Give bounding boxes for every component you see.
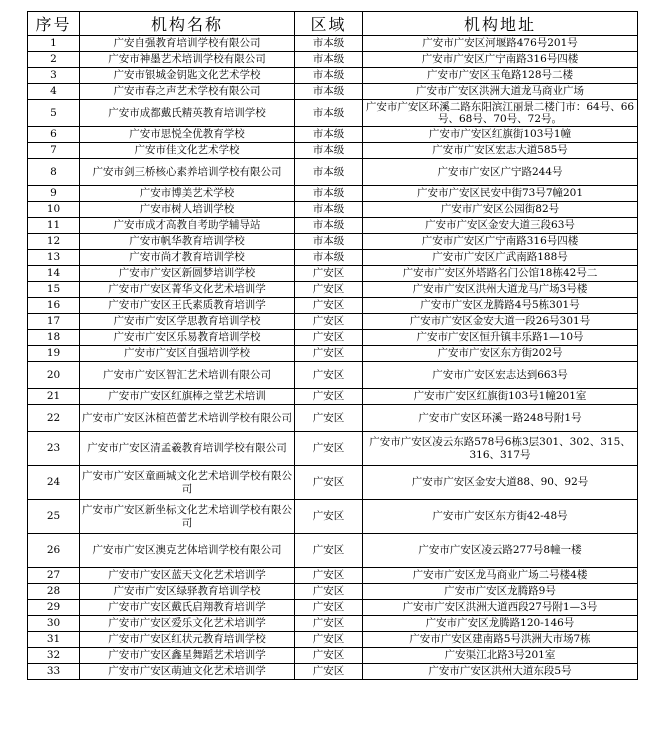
row-num: 19 [28,346,80,362]
row-name: 广安市思悦全优教育学校 [80,127,295,143]
row-area: 广安区 [295,600,363,616]
header-name: 机构名称 [80,12,295,36]
table-row [28,250,638,266]
row-num: 15 [28,282,80,298]
row-num: 5 [28,100,80,127]
table-body [28,36,638,680]
table-row [28,143,638,159]
row-name: 广安市博美艺术学校 [80,186,295,202]
row-name: 广安市广安区蓝天文化艺术培训学 [80,568,295,584]
row-name: 广安市广安区乐易教育培训学校 [80,330,295,346]
row-name: 广安市广安区新坐标文化艺术培训学校有限公司 [80,500,295,534]
row-area: 广安区 [295,314,363,330]
row-address: 广安市广安区玉龟路128号二楼 [363,68,638,84]
row-area: 广安区 [295,534,363,568]
table-row [28,584,638,600]
row-address: 广安市广安区金安大道88、90、92号 [363,466,638,500]
row-area: 广安区 [295,664,363,680]
row-address: 广安市广安区洪洲大道西段27号附1—3号 [363,600,638,616]
row-name: 广安市广安区红状元教育培训学校 [80,632,295,648]
table-row [28,218,638,234]
row-num: 8 [28,159,80,186]
row-name: 广安市广安区王氏素质教育培训学 [80,298,295,314]
row-address: 广安市广安区河堰路476号201号 [363,36,638,52]
row-num: 6 [28,127,80,143]
row-address: 广安市广安区东方街202号 [363,346,638,362]
table-row [28,534,638,568]
table-row [28,432,638,466]
table-row [28,632,638,648]
row-area: 市本级 [295,218,363,234]
row-num: 17 [28,314,80,330]
row-area: 广安区 [295,330,363,346]
row-name: 广安市剑三桥核心素养培训学校有限公司 [80,159,295,186]
table-row [28,330,638,346]
row-name: 广安市广安区新圆梦培训学校 [80,266,295,282]
row-area: 市本级 [295,234,363,250]
table-row [28,389,638,405]
row-area: 市本级 [295,68,363,84]
row-name: 广安市广安区爱乐文化艺术培训学 [80,616,295,632]
row-name: 广安市广安区自强培训学校 [80,346,295,362]
row-num: 4 [28,84,80,100]
row-num: 1 [28,36,80,52]
row-name: 广安市树人培训学校 [80,202,295,218]
header-address: 机构地址 [363,12,638,36]
table-row [28,568,638,584]
row-area: 市本级 [295,100,363,127]
row-address: 广安市广安区龙腾路120-146号 [363,616,638,632]
row-area: 广安区 [295,266,363,282]
row-name: 广安市广安区智汇艺术培训有限公司 [80,362,295,389]
table-row [28,616,638,632]
row-area: 广安区 [295,616,363,632]
row-num: 29 [28,600,80,616]
row-area: 市本级 [295,159,363,186]
row-num: 30 [28,616,80,632]
table-row [28,664,638,680]
row-area: 广安区 [295,648,363,664]
table-row [28,648,638,664]
row-area: 广安区 [295,405,363,432]
row-name: 广安市广安区戴氏启翔教育培训学 [80,600,295,616]
row-name: 广安市广安区童画城文化艺术培训学校有限公司 [80,466,295,500]
row-address: 广安市广安区环溪一路248号附1号 [363,405,638,432]
table-row [28,600,638,616]
row-name: 广安市广安区红旗棒之堂艺术培训 [80,389,295,405]
row-address: 广安市广安区红旗街103号1幢 [363,127,638,143]
table-row [28,266,638,282]
row-name: 广安市佳文化艺术学校 [80,143,295,159]
row-area: 市本级 [295,36,363,52]
row-name: 广安市广安区萌迪文化艺术培训学 [80,664,295,680]
row-num: 22 [28,405,80,432]
row-num: 21 [28,389,80,405]
row-name: 广安市广安区绿驿教育培训学校 [80,584,295,600]
row-num: 28 [28,584,80,600]
row-address: 广安市广安区民安中街73号7幢201 [363,186,638,202]
row-num: 26 [28,534,80,568]
row-area: 广安区 [295,389,363,405]
row-address: 广安市广安区东方街42-48号 [363,500,638,534]
row-name: 广安市广安区清孟羲教育培训学校有限公司 [80,432,295,466]
row-address: 广安市广安区外塔路名门公馆18栋42号二 [363,266,638,282]
row-num: 32 [28,648,80,664]
row-name: 广安市尚才教育培训学校 [80,250,295,266]
row-address: 广安市广安区龙腾路9号 [363,584,638,600]
table-row [28,362,638,389]
row-address: 广安市广安区宏志达到663号 [363,362,638,389]
row-num: 2 [28,52,80,68]
row-area: 广安区 [295,298,363,314]
table-row [28,127,638,143]
row-num: 24 [28,466,80,500]
table-row [28,202,638,218]
table-row [28,298,638,314]
row-num: 13 [28,250,80,266]
row-area: 广安区 [295,432,363,466]
row-num: 27 [28,568,80,584]
row-name: 广安市帆华教育培训学校 [80,234,295,250]
row-num: 11 [28,218,80,234]
row-area: 市本级 [295,186,363,202]
row-num: 25 [28,500,80,534]
table-row [28,84,638,100]
row-num: 20 [28,362,80,389]
table-row [28,100,638,127]
row-name: 广安市广安区鑫星舞蹈艺术培训学 [80,648,295,664]
row-address: 广安市广安区洪洲大道龙马商业广场 [363,84,638,100]
row-num: 23 [28,432,80,466]
table-row [28,346,638,362]
row-area: 市本级 [295,250,363,266]
row-area: 市本级 [295,84,363,100]
table-row [28,186,638,202]
row-address: 广安市广安区金安大道一段26号301号 [363,314,638,330]
institutions-table [27,11,638,680]
table-header-row [28,12,638,36]
row-num: 18 [28,330,80,346]
row-name: 广安市神墨艺术培训学校有限公司 [80,52,295,68]
header-num: 序号 [28,12,80,36]
table-row [28,159,638,186]
row-address: 广安市广安区环溪二路东阳滨江丽景二楼门市：64号、66号、68号、70号、72号。 [363,100,638,127]
row-num: 16 [28,298,80,314]
row-num: 31 [28,632,80,648]
row-name: 广安市成才高教自考助学辅导站 [80,218,295,234]
row-address: 广安市广安区凌云路277号8幢一楼 [363,534,638,568]
row-address: 广安渠江北路3号201室 [363,648,638,664]
row-address: 广安市广安区广武南路188号 [363,250,638,266]
row-name: 广安市广安区学思教育培训学校 [80,314,295,330]
row-address: 广安市广安区公园街82号 [363,202,638,218]
row-area: 市本级 [295,52,363,68]
header-area: 区域 [295,12,363,36]
row-num: 10 [28,202,80,218]
row-address: 广安市广安区金安大道三段63号 [363,218,638,234]
table-row [28,52,638,68]
row-name: 广安市广安区沐楦芭蕾艺术培训学校有限公司 [80,405,295,432]
row-num: 7 [28,143,80,159]
row-area: 广安区 [295,346,363,362]
table-row [28,234,638,250]
row-area: 广安区 [295,282,363,298]
row-num: 14 [28,266,80,282]
row-area: 广安区 [295,632,363,648]
row-area: 市本级 [295,202,363,218]
row-area: 广安区 [295,362,363,389]
row-address: 广安市广安区龙腾路4号5栋301号 [363,298,638,314]
row-name: 广安市春之声艺术学校有限公司 [80,84,295,100]
row-address: 广安市广安区凌云东路578号6栋3层301、302、315、316、317号 [363,432,638,466]
row-address: 广安市广安区龙马商业广场二号楼4楼 [363,568,638,584]
row-area: 市本级 [295,127,363,143]
row-area: 广安区 [295,584,363,600]
row-num: 3 [28,68,80,84]
row-name: 广安市成都戴氏精英教育培训学校 [80,100,295,127]
row-num: 9 [28,186,80,202]
row-address: 广安市广安区洪州大道龙马广场3号楼 [363,282,638,298]
row-area: 市本级 [295,143,363,159]
row-area: 广安区 [295,466,363,500]
table-row [28,282,638,298]
row-area: 广安区 [295,568,363,584]
table-row [28,466,638,500]
row-area: 广安区 [295,500,363,534]
table-row [28,314,638,330]
row-address: 广安市广安区恒升镇丰乐路1—10号 [363,330,638,346]
row-name: 广安市广安区菁华文化艺术培训学 [80,282,295,298]
row-num: 33 [28,664,80,680]
row-name: 广安市广安区澳克艺体培训学校有限公司 [80,534,295,568]
row-num: 12 [28,234,80,250]
table-row [28,68,638,84]
table-row [28,500,638,534]
row-address: 广安市广安区广宁南路316号四楼 [363,52,638,68]
row-address: 广安市广安区建南路5号洪洲大市场7栋 [363,632,638,648]
row-address: 广安市广安区红旗街103号1幢201室 [363,389,638,405]
row-address: 广安市广安区宏志大道585号 [363,143,638,159]
row-name: 广安市银城金钥匙文化艺术学校 [80,68,295,84]
row-address: 广安市广安区广宁路244号 [363,159,638,186]
row-address: 广安市广安区广宁南路316号四楼 [363,234,638,250]
table-row [28,405,638,432]
table-row [28,36,638,52]
row-address: 广安市广安区洪州大道东段5号 [363,664,638,680]
row-name: 广安自强教育培训学校有限公司 [80,36,295,52]
